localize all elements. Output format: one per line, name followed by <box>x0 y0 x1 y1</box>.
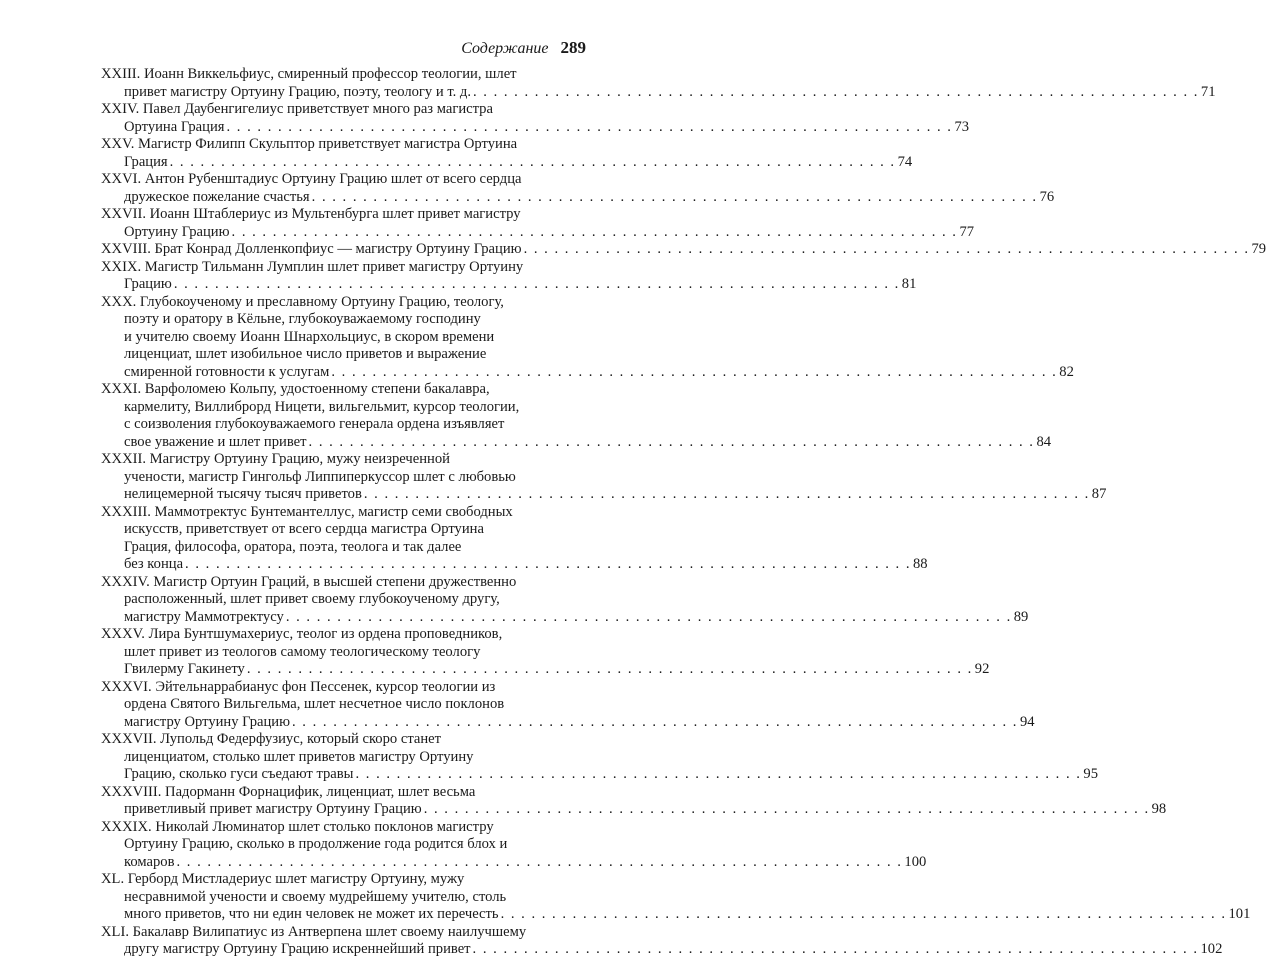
dot-leader <box>310 189 1040 207</box>
toc-entry-line <box>101 224 586 242</box>
toc-entry-line <box>101 696 586 714</box>
toc-entry-text: другу магистру Ортуину Грацию искреннейший привет <box>124 941 471 959</box>
toc-entry-text: XXXII. Магистру Ортуину Грацию, мужу неизреченной <box>101 451 450 467</box>
toc-entry-line <box>101 714 586 732</box>
toc-entry <box>101 679 586 732</box>
toc-entry-line <box>101 801 586 819</box>
toc-entry-line <box>101 101 586 119</box>
toc-entry-text: XLI. Бакалавр Вилипатиус из Антверпена шлет своему наилучшему <box>101 924 526 940</box>
toc-entry-line <box>101 329 586 347</box>
toc-page-number: 89 <box>1014 609 1029 627</box>
toc-page-number: 92 <box>975 661 990 679</box>
toc-page-number: 95 <box>1083 766 1098 784</box>
toc-page-number: 73 <box>954 119 969 137</box>
toc-entry <box>101 294 586 382</box>
toc-entry-text: XXIII. Иоанн Виккельфиус, смиренный профессор теологии, шлет <box>101 66 517 82</box>
toc-entry-line <box>101 241 586 259</box>
toc-page-number: 94 <box>1020 714 1035 732</box>
toc-entry <box>101 819 586 872</box>
toc-entry-text: ордена Святого Вильгельма, шлет несчетное число поклонов <box>124 696 504 712</box>
toc-entry-line <box>101 591 586 609</box>
toc-entry-text: XXXIX. Николай Люминатор шлет столько поклонов магистру <box>101 819 494 835</box>
toc-page-number: 81 <box>902 276 917 294</box>
toc-entry <box>101 66 586 101</box>
toc-entry-line <box>101 189 586 207</box>
toc-entry-text: XXVII. Иоанн Штаблериус из Мультенбурга шлет привет магистру <box>101 206 521 222</box>
dot-leader <box>307 434 1037 452</box>
toc-entry-text: лиценциатом, столько шлет приветов магистру Ортуину <box>124 749 473 765</box>
dot-leader <box>499 906 1229 924</box>
dot-leader <box>290 714 1020 732</box>
toc-entry-line <box>101 294 586 312</box>
running-header <box>461 38 586 59</box>
toc-page-number: 84 <box>1036 434 1051 452</box>
dot-leader <box>168 154 898 172</box>
toc-entry-text: Грация, философа, оратора, поэта, теолога и так далее <box>124 539 461 555</box>
toc-entry-line <box>101 574 586 592</box>
toc-entry-line <box>101 661 586 679</box>
toc-entry-text: Грация <box>124 154 168 172</box>
toc-entry-text: Грацию <box>124 276 172 294</box>
toc-entry <box>101 171 586 206</box>
toc-page-number: 77 <box>959 224 974 242</box>
toc-entry-text: учености, магистр Гингольф Липпиперкуссор шлет с любовью <box>124 469 516 485</box>
toc-entry-text: смиренной готовности к услугам <box>124 364 329 382</box>
dot-leader <box>284 609 1014 627</box>
toc-entry-line <box>101 644 586 662</box>
toc-entry-text: XXXVI. Эйтельнаррабианус фон Пессенек, курсор теологии из <box>101 679 495 695</box>
toc-entry-line <box>101 381 586 399</box>
toc-entry-text: магистру Ортуину Грацию <box>124 714 290 732</box>
toc-entry-text: шлет привет из теологов самому теологическому теологу <box>124 644 480 660</box>
toc-entry-text: поэту и оратору в Кёльне, глубокоуважаемому господину <box>124 311 481 327</box>
dot-leader <box>471 941 1201 959</box>
toc-entry-text: XXXI. Варфоломею Кольпу, удостоенному степени бакалавра, <box>101 381 490 397</box>
toc-entry-text: и учителю своему Иоанн Шнархольциус, в скором времени <box>124 329 494 345</box>
dot-leader <box>174 854 904 872</box>
toc-entry-line <box>101 556 586 574</box>
toc-entry-text: без конца <box>124 556 183 574</box>
toc-entry-line <box>101 521 586 539</box>
toc-entry-text: XXXIV. Магистр Ортуин Граций, в высшей степени дружественно <box>101 574 516 590</box>
toc-entry-line <box>101 819 586 837</box>
table-of-contents <box>101 66 586 959</box>
dot-leader <box>183 556 913 574</box>
dot-leader <box>471 84 1201 102</box>
toc-entry-line <box>101 364 586 382</box>
toc-entry-line <box>101 434 586 452</box>
toc-entry-line <box>101 66 586 84</box>
toc-entry <box>101 574 586 627</box>
toc-entry-line <box>101 871 586 889</box>
toc-entry-line <box>101 154 586 172</box>
toc-entry-line <box>101 889 586 907</box>
toc-entry-line <box>101 749 586 767</box>
dot-leader <box>245 661 975 679</box>
toc-entry <box>101 259 586 294</box>
toc-page-number: 101 <box>1229 906 1251 924</box>
toc-entry-text: XXXV. Лира Бунтшумахериус, теолог из ордена проповедников, <box>101 626 502 642</box>
toc-entry-line <box>101 486 586 504</box>
toc-entry-line <box>101 84 586 102</box>
toc-entry-text: дружеское пожелание счастья <box>124 189 310 207</box>
dot-leader <box>362 486 1092 504</box>
toc-entry <box>101 871 586 924</box>
dot-leader <box>522 241 1252 259</box>
toc-entry-line <box>101 679 586 697</box>
toc-entry-text: свое уважение и шлет привет <box>124 434 307 452</box>
toc-entry-text: лиценциат, шлет изобильное число приветов и выражение <box>124 346 486 362</box>
toc-page-number: 79 <box>1252 241 1266 259</box>
toc-entry-text: нелицемерной тысячу тысяч приветов <box>124 486 362 504</box>
toc-entry-line <box>101 766 586 784</box>
toc-entry-line <box>101 626 586 644</box>
toc-entry-line <box>101 416 586 434</box>
toc-page-number: 76 <box>1040 189 1055 207</box>
section-title: Содержание <box>461 40 548 57</box>
toc-page-number: 71 <box>1201 84 1216 102</box>
toc-entry-text: искусств, приветствует от всего сердца магистра Ортуина <box>124 521 484 537</box>
toc-entry-text: магистру Маммотректусу <box>124 609 284 627</box>
toc-page-number: 100 <box>904 854 926 872</box>
toc-entry-text: с соизволения глубокоуважаемого генерала ордена изъявляет <box>124 416 504 432</box>
toc-entry-text: несравнимой учености и своему мудрейшему учителю, столь <box>124 889 506 905</box>
toc-entry-line <box>101 171 586 189</box>
toc-entry <box>101 784 586 819</box>
toc-entry <box>101 731 586 784</box>
toc-entry-line <box>101 924 586 942</box>
toc-entry <box>101 924 586 959</box>
toc-entry <box>101 206 586 241</box>
toc-entry <box>101 626 586 679</box>
toc-page-number: 74 <box>898 154 913 172</box>
toc-entry-text: XXX. Глубокоученому и преславному Ортуину Грацию, теологу, <box>101 294 504 310</box>
toc-entry <box>101 381 586 451</box>
toc-page-number: 88 <box>913 556 928 574</box>
toc-entry-line <box>101 311 586 329</box>
toc-entry-line <box>101 539 586 557</box>
toc-entry-line <box>101 399 586 417</box>
toc-entry-line <box>101 906 586 924</box>
toc-page-number: 82 <box>1059 364 1074 382</box>
page-number: 289 <box>561 38 587 57</box>
dot-leader <box>353 766 1083 784</box>
dot-leader <box>422 801 1152 819</box>
toc-entry-line <box>101 504 586 522</box>
toc-entry-text: Ортуину Грацию <box>124 224 230 242</box>
toc-entry-line <box>101 469 586 487</box>
toc-entry <box>101 241 586 259</box>
toc-entry-text: приветливый привет магистру Ортуину Грацию <box>124 801 422 819</box>
toc-entry <box>101 136 586 171</box>
toc-entry <box>101 504 586 574</box>
toc-entry-text: XXVI. Антон Рубенштадиус Ортуину Грацию шлет от всего сердца <box>101 171 522 187</box>
toc-entry-line <box>101 731 586 749</box>
toc-entry-text: Гвилерму Гакинету <box>124 661 245 679</box>
toc-entry-line <box>101 119 586 137</box>
toc-entry-line <box>101 451 586 469</box>
toc-entry-text: XXXIII. Маммотректус Бунтемантеллус, магистр семи свободных <box>101 504 513 520</box>
toc-entry-line <box>101 941 586 959</box>
toc-entry-text: привет магистру Ортуину Грацию, поэту, теологу и т. д. <box>124 84 471 102</box>
dot-leader <box>225 119 955 137</box>
toc-entry-text: комаров <box>124 854 174 872</box>
toc-entry-line <box>101 784 586 802</box>
toc-entry-text: XXIX. Магистр Тильманн Лумплин шлет привет магистру Ортуину <box>101 259 523 275</box>
toc-entry-line <box>101 276 586 294</box>
toc-entry-line <box>101 836 586 854</box>
toc-entry-line <box>101 136 586 154</box>
toc-entry-line <box>101 609 586 627</box>
toc-entry-line <box>101 259 586 277</box>
toc-entry-text: XXVIII. Брат Конрад Долленкопфиус — магистру Ортуину Грацию <box>101 241 522 259</box>
toc-page-number: 87 <box>1092 486 1107 504</box>
toc-entry-text: Ортуину Грацию, сколько в продолжение года родится блох и <box>124 836 507 852</box>
toc-entry-text: XXXVII. Лупольд Федерфузиус, который скоро станет <box>101 731 441 747</box>
toc-entry-line <box>101 206 586 224</box>
toc-entry-text: Ортуина Грация <box>124 119 225 137</box>
toc-entry-line <box>101 346 586 364</box>
toc-entry-text: Грацию, сколько гуси съедают травы <box>124 766 353 784</box>
toc-entry-line <box>101 854 586 872</box>
dot-leader <box>329 364 1059 382</box>
toc-entry-text: кармелиту, Виллиброрд Ницети, вильгельмит, курсор теологии, <box>124 399 519 415</box>
toc-entry-text: XL. Герборд Мистладериус шлет магистру Ортуину, мужу <box>101 871 464 887</box>
toc-entry-text: XXIV. Павел Даубенгигелиус приветствует много раз магистра <box>101 101 493 117</box>
dot-leader <box>172 276 902 294</box>
toc-entry <box>101 101 586 136</box>
toc-page-number: 98 <box>1152 801 1167 819</box>
toc-entry-text: XXXVIII. Падорманн Форнацифик, лиценциат, шлет весьма <box>101 784 475 800</box>
dot-leader <box>230 224 960 242</box>
toc-entry <box>101 451 586 504</box>
toc-page-number: 102 <box>1200 941 1222 959</box>
toc-entry-text: XXV. Магистр Филипп Скульптор приветствует магистра Ортуина <box>101 136 517 152</box>
toc-entry-text: расположенный, шлет привет своему глубокоученому другу, <box>124 591 500 607</box>
toc-entry-text: много приветов, что ни един человек не может их перечесть <box>124 906 499 924</box>
